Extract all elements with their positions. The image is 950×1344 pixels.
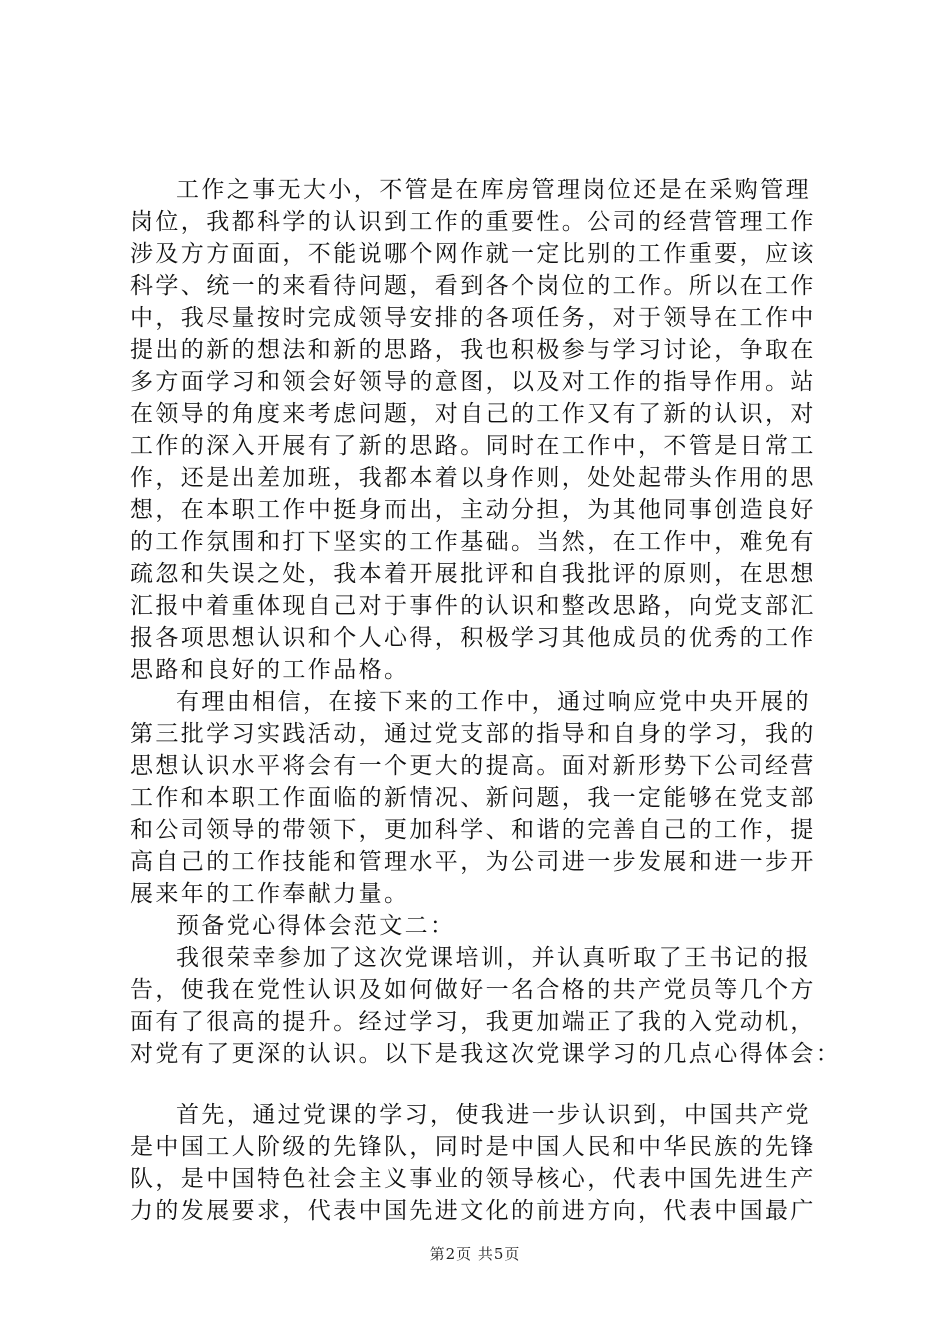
text-line: 首先，通过党课的学习，使我进一步认识到，中国共产党 xyxy=(176,1102,811,1128)
text-line: 想，在本职工作中挺身而出，主动分担，为其他同事创造良好 xyxy=(130,497,816,523)
text-line: 岗位，我都科学的认识到工作的重要性。公司的经营管理工作 xyxy=(130,209,816,235)
text-line: 多方面学习和领会好领导的意图，以及对工作的指导作用。站 xyxy=(130,369,816,395)
text-line: 和公司领导的带领下，更加科学、和谐的完善自己的工作，提 xyxy=(130,817,816,843)
text-line: 第三批学习实践活动，通过党支部的指导和自身的学习，我的 xyxy=(130,721,816,747)
text-line: 有理由相信，在接下来的工作中，通过响应党中央开展的 xyxy=(176,689,811,715)
text-line: 涉及方方面面，不能说哪个网作就一定比别的工作重要，应该 xyxy=(130,241,816,267)
text-line: 疏忽和失误之处，我本着开展批评和自我批评的原则，在思想 xyxy=(130,561,816,587)
text-line: 工作和本职工作面临的新情况、新问题，我一定能够在党支部 xyxy=(130,785,816,811)
text-line: 科学、统一的来看待问题，看到各个岗位的工作。所以在工作 xyxy=(130,273,816,299)
text-line: 工作之事无大小，不管是在库房管理岗位还是在采购管理 xyxy=(176,177,811,203)
text-line: 队，是中国特色社会主义事业的领导核心，代表中国先进生产 xyxy=(130,1166,816,1192)
text-line: 的工作氛围和打下坚实的工作基础。当然，在工作中，难免有 xyxy=(130,529,816,555)
text-line: 在领导的角度来考虑问题，对自己的工作又有了新的认识，对 xyxy=(130,401,816,427)
text-line: 提出的新的想法和新的思路，我也积极参与学习讨论，争取在 xyxy=(130,337,816,363)
text-line: 工作的深入开展有了新的思路。同时在工作中，不管是日常工 xyxy=(130,433,816,459)
text-line: 告，使我在党性认识及如何做好一名合格的共产党员等几个方 xyxy=(130,977,816,1003)
text-line: 展来年的工作奉献力量。 xyxy=(130,881,410,907)
page-number-footer: 第2页 共5页 xyxy=(429,1245,521,1263)
text-line: 报各项思想认识和个人心得，积极学习其他成员的优秀的工作 xyxy=(130,625,816,651)
text-line: 是中国工人阶级的先锋队，同时是中国人民和中华民族的先锋 xyxy=(130,1134,816,1160)
text-line: 思路和良好的工作品格。 xyxy=(130,657,410,683)
text-line: 对党有了更深的认识。以下是我这次党课学习的几点心得体会： xyxy=(130,1041,842,1067)
text-line: 中，我尽量按时完成领导安排的各项任务，对于领导在工作中 xyxy=(130,305,816,331)
text-line: 作，还是出差加班，我都本着以身作则，处处起带头作用的思 xyxy=(130,465,816,491)
text-line: 力的发展要求，代表中国先进文化的前进方向，代表中国最广 xyxy=(130,1198,816,1224)
text-line: 汇报中着重体现自己对于事件的认识和整改思路，向党支部汇 xyxy=(130,593,816,619)
text-line: 我很荣幸参加了这次党课培训，并认真听取了王书记的报 xyxy=(176,945,811,971)
text-line: 面有了很高的提升。经过学习，我更加端正了我的入党动机， xyxy=(130,1009,816,1035)
section-heading: 预备党心得体会范文二： xyxy=(176,913,456,939)
text-line: 高自己的工作技能和管理水平，为公司进一步发展和进一步开 xyxy=(130,849,816,875)
text-line: 思想认识水平将会有一个更大的提高。面对新形势下公司经营 xyxy=(130,753,816,779)
